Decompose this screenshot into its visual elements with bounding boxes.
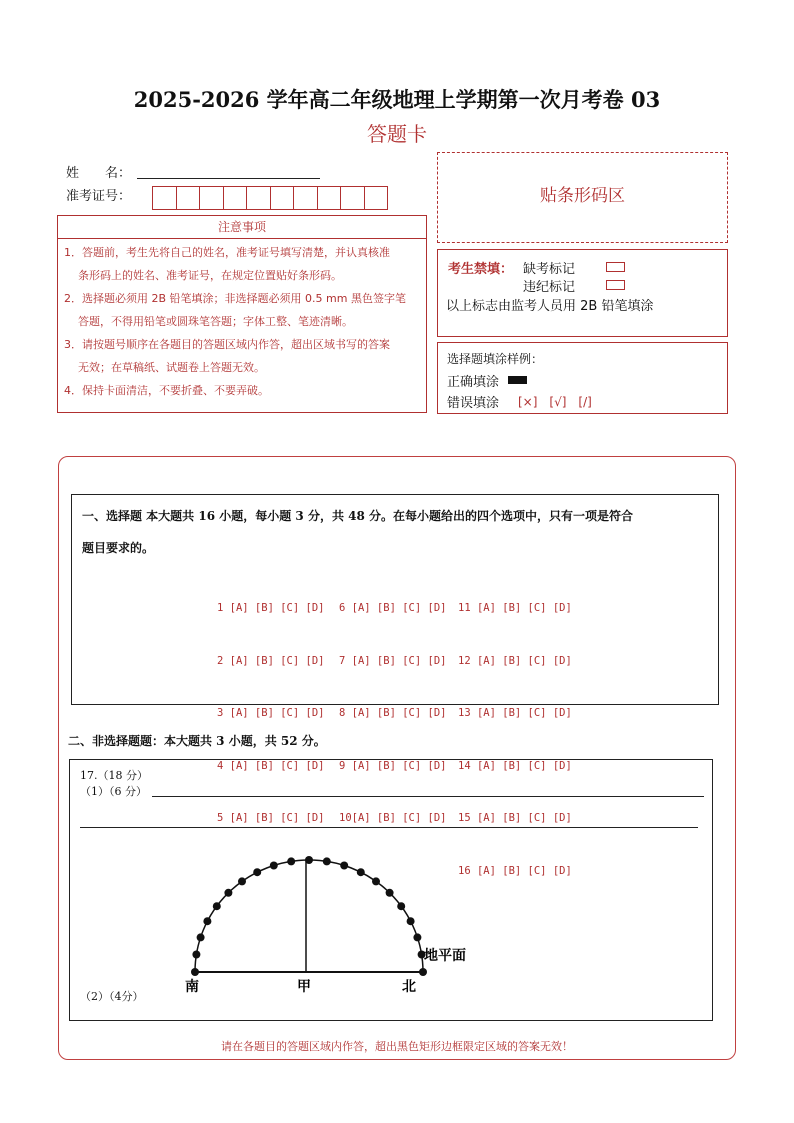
choice-heading: 一、选择题 本大题共 16 小题，每小题 3 分，共 48 分。在每小题给出的四个选项中，只有一项是符合 bbox=[82, 509, 633, 523]
id-cell[interactable] bbox=[152, 186, 177, 210]
choice-row[interactable]: 13 [A] [B] [C] [D] bbox=[458, 707, 572, 719]
correct-fill-swatch bbox=[508, 376, 527, 384]
choice-row[interactable]: 11 [A] [B] [C] [D] bbox=[458, 602, 572, 614]
id-cell[interactable] bbox=[199, 186, 224, 210]
notice-box bbox=[57, 215, 427, 413]
north-label: 北 bbox=[402, 979, 416, 995]
name-field[interactable] bbox=[137, 178, 320, 179]
notice-line: 3．请按题号顺序在各题目的答题区域内作答，超出区域书写的答案 bbox=[64, 338, 390, 351]
notice-line: 4．保持卡面清洁，不要折叠、不要弄破。 bbox=[64, 384, 269, 397]
sun-path-diagram bbox=[180, 850, 500, 1000]
notice-line: 1．答题前，考生先将自己的姓名，准考证号填写清楚，并认真核准 bbox=[64, 246, 390, 259]
forbidden-note: 以上标志由监考人员用 2B 铅笔填涂 bbox=[446, 299, 654, 314]
page-title: 2025-2026 学年高二年级地理上学期第一次月考卷 03 bbox=[133, 87, 661, 112]
q17-part2-label: （2）（4分） bbox=[80, 990, 144, 1003]
choice-row[interactable]: 6 [A] [B] [C] [D] bbox=[339, 602, 447, 614]
q17-part1-label: （1）（6 分） bbox=[80, 785, 147, 798]
notice-line: 2．选择题必须用 2B 铅笔填涂；非选择题必须用 0.5 mm 黑色签字笔 bbox=[64, 292, 406, 305]
notice-line: 无效；在草稿纸、试题卷上答题无效。 bbox=[78, 361, 265, 374]
choice-row[interactable]: 8 [A] [B] [C] [D] bbox=[339, 707, 447, 719]
notice-line: 条形码上的姓名、准考证号，在规定位置贴好条形码。 bbox=[78, 269, 342, 282]
nonchoice-heading: 二、非选择题题：本大题共 3 小题，共 52 分。 bbox=[68, 734, 326, 748]
choice-row[interactable]: 5 [A] [B] [C] [D] bbox=[217, 812, 325, 824]
notice-item-4 bbox=[64, 379, 424, 402]
notice-item-3 bbox=[64, 333, 424, 379]
fill-sample-box bbox=[437, 342, 728, 414]
choice-row[interactable]: 1 [A] [B] [C] [D] bbox=[217, 602, 325, 614]
choice-row[interactable]: 3 [A] [B] [C] [D] bbox=[217, 707, 325, 719]
correct-fill-label: 正确填涂 bbox=[447, 375, 500, 390]
question-17-box bbox=[69, 759, 713, 1021]
choice-row[interactable]: 7 [A] [B] [C] [D] bbox=[339, 654, 447, 667]
forbidden-box bbox=[437, 249, 728, 337]
sun-path-arc bbox=[195, 860, 423, 972]
notice-heading: 注意事项 bbox=[58, 216, 426, 239]
barcode-area: 贴条形码区 bbox=[437, 152, 728, 243]
fill-sample-title: 选择题填涂样例： bbox=[447, 352, 544, 366]
notice-item-2 bbox=[64, 287, 424, 333]
page-subtitle: 答题卡 bbox=[367, 122, 427, 146]
choice-row[interactable]: 10[A] [B] [C] [D] bbox=[339, 812, 447, 824]
violation-mark-box[interactable] bbox=[606, 280, 625, 290]
choice-row[interactable]: 14 [A] [B] [C] [D] bbox=[458, 759, 572, 772]
sun-position-dots bbox=[191, 856, 427, 976]
horizon-label: 地平面 bbox=[424, 948, 466, 964]
choice-row[interactable]: 2 [A] [B] [C] [D] bbox=[217, 654, 325, 667]
notice-item-1 bbox=[64, 241, 424, 287]
id-cell[interactable] bbox=[270, 186, 295, 210]
id-cell[interactable] bbox=[364, 186, 389, 210]
id-cell[interactable] bbox=[223, 186, 248, 210]
wrong-fill-marks: [×] [√] [/] bbox=[518, 395, 592, 409]
answer-line[interactable] bbox=[152, 796, 704, 797]
id-cell[interactable] bbox=[246, 186, 271, 210]
jia-label: 甲 bbox=[297, 979, 311, 995]
choice-row[interactable]: 9 [A] [B] [C] [D] bbox=[339, 759, 447, 772]
id-label: 准考证号： bbox=[66, 189, 132, 204]
south-label: 南 bbox=[185, 979, 199, 995]
answer-line[interactable] bbox=[80, 827, 698, 828]
choice-row[interactable]: 12 [A] [B] [C] [D] bbox=[458, 654, 572, 667]
choice-row[interactable]: 16 [A] [B] [C] [D] bbox=[458, 864, 572, 877]
absent-label: 缺考标记 bbox=[523, 262, 576, 277]
violation-label: 违纪标记 bbox=[523, 280, 576, 295]
notice-line: 答题，不得用铅笔或圆珠笔答题；字体工整、笔迹清晰。 bbox=[78, 315, 353, 328]
choice-row[interactable]: 4 [A] [B] [C] [D] bbox=[217, 759, 325, 772]
id-cell[interactable] bbox=[317, 186, 342, 210]
id-cell[interactable] bbox=[340, 186, 365, 210]
id-cell[interactable] bbox=[176, 186, 201, 210]
q17-label: 17.（18 分） bbox=[80, 769, 148, 782]
choice-heading-cont: 题目要求的。 bbox=[82, 541, 155, 555]
footer-warning: 请在各题目的答题区域内作答，超出黑色矩形边框限定区域的答案无效！ bbox=[221, 1040, 573, 1053]
forbidden-label: 考生禁填： bbox=[448, 262, 514, 277]
id-cell[interactable] bbox=[293, 186, 318, 210]
id-number-boxes[interactable] bbox=[152, 186, 387, 210]
wrong-fill-label: 错误填涂 bbox=[447, 396, 500, 411]
name-label: 姓 名： bbox=[66, 166, 132, 181]
choice-row[interactable]: 15 [A] [B] [C] [D] bbox=[458, 812, 572, 824]
absent-mark-box[interactable] bbox=[606, 262, 625, 272]
